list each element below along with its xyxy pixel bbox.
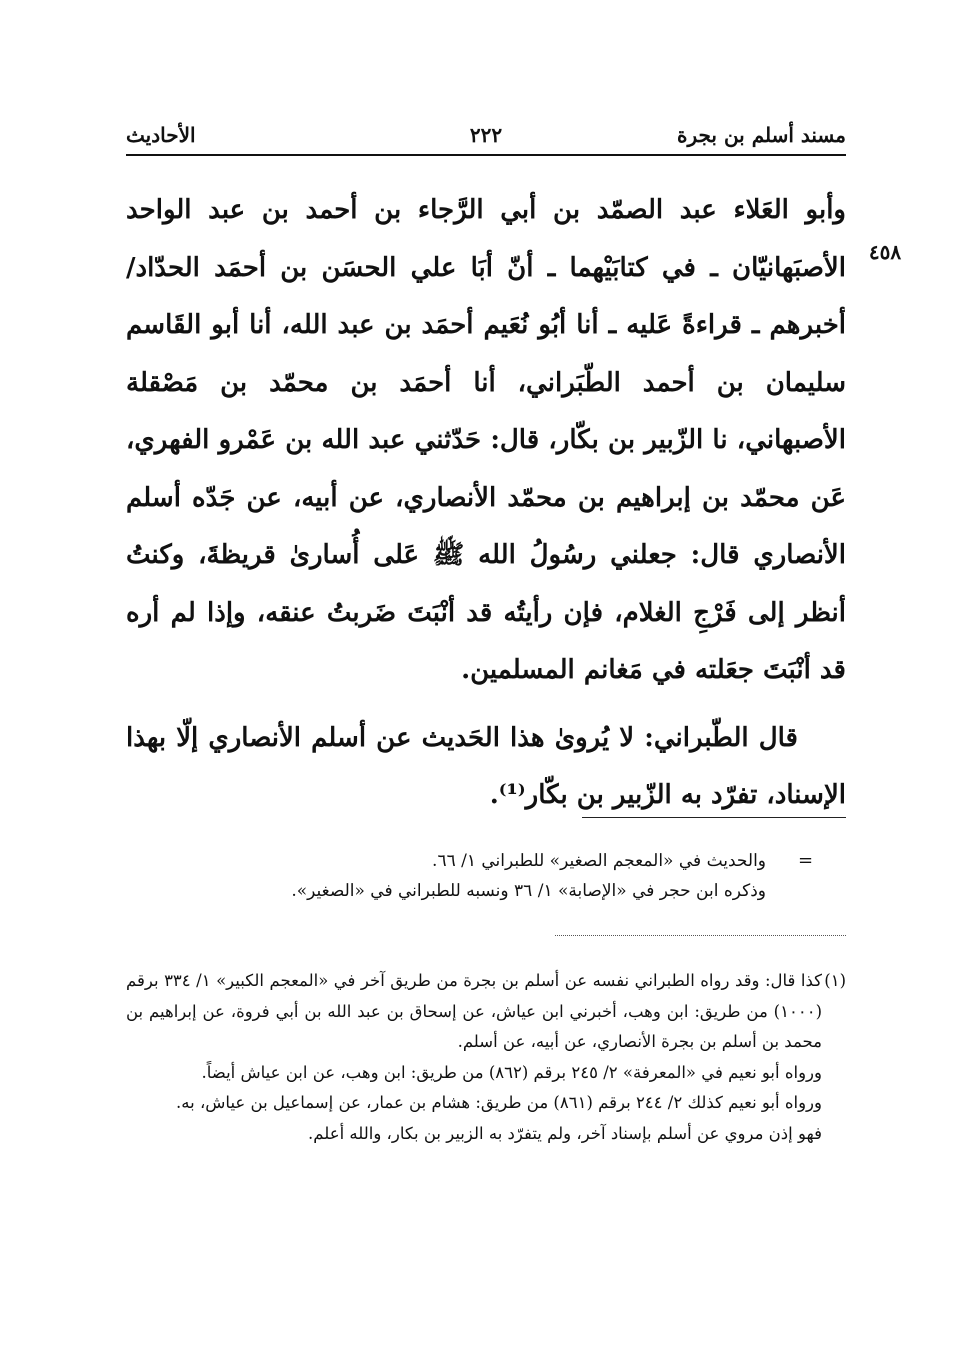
page-number: ٢٢٢ — [469, 123, 503, 147]
hadith-commentary: قال الطّبراني: لا يُروىٰ هذا الحَديث عن أسلم الأنصاري إلّا بهذا الإسناد، تفرّد به الزّبير بن بكّار⁽¹⁾. — [126, 722, 846, 810]
book-title: مسند أسلم بن بجرة — [676, 123, 846, 147]
footnote-paragraph: فهو إذن مروي عن أسلم بإسناد آخر، ولم يتفرّد به الزبير بن بكار، والله أعلم. — [308, 1123, 822, 1143]
header-rule — [126, 154, 846, 156]
hadith-body — [126, 182, 846, 825]
footnote-paragraph: كذا قال: وقد رواه الطبراني نفسه عن أسلم بن بجرة من طريق آخر في «المعجم الكبير» ١/ ٣٣٤ برقم (١٠٠٠) من طريق: ابن وهب، أخبرني ابن عياش، عن إسحاق بن عبد الله بن أبي فروة، عن إبراهيم بن محمد بن أسلم بن بجرة الأنصاري، عن أبيه، عن أسلم. — [126, 971, 823, 1051]
footnote-paragraph: ورواه أبو نعيم في «المعرفة» ٢/ ٢٤٥ برقم (٨٦٢) من طريق: ابن وهب، عن ابن عياش أيضاً. — [201, 1062, 822, 1082]
footnote — [126, 966, 822, 1149]
section-title: الأحاديث — [126, 123, 196, 147]
continuation-mark: = — [798, 850, 814, 871]
hadith-text: وأبو العَلاء عبد الصمّد بن أبي الرَّجاء بن أحمد بن عبد الواحد الأصبَهانيّان ـ في كتابَيْهما ـ أنّ أبَا علي الحسَن بن أحمَد الحدّاد/ أخبرهم ـ قراءةً عَليه ـ أنا أبُو نُعَيم أحمَد بن عبد الله، أنا أبو القَاسم سليمان بن أحمد الطّبَراني، أنا أحمَد بن محمّد بن مَصْقلة الأصبهاني، نا الزّبير بن بكّار، قال: حَدّثني عبد الله بن عَمْرو الفهري، عَن محمّد بن إبراهيم بن محمّد الأنصاري، عن أبيه، عن جَدّه أسلم الأنصاري قال: جعلني رسُولُ الله ﷺ عَلى أُسارىٰ قريظةَ، وكنتُ أنظر إلى فَرْجِ الغلام، فإن رأيتُه قد أنْبَتَ ضَربتُ عنقه، وإذا لم أره قد أنْبَتَ جعَلته في مَغانم المسلمين. — [126, 195, 846, 685]
hadith-number: ٤٥٨ — [868, 240, 902, 264]
footnote-separator — [582, 817, 846, 818]
dotted-separator — [555, 935, 846, 936]
continued-footnote — [200, 846, 766, 906]
footnote-paragraph: ورواه أبو نعيم كذلك ٢/ ٢٤٤ برقم (٨٦١) من طريق: هشام بن عمار، عن إسماعيل بن عياش، به. — [176, 1093, 822, 1112]
footnote-number: (١) — [824, 971, 846, 990]
continued-footnote-line: وذكره ابن حجر في «الإصابة» ١/ ٣٦ ونسبه للطبراني في «الصغير». — [291, 881, 766, 901]
running-header — [126, 118, 846, 152]
continued-footnote-line: والحديث في «المعجم الصغير» للطبراني ١/ ٦٦. — [432, 851, 766, 871]
